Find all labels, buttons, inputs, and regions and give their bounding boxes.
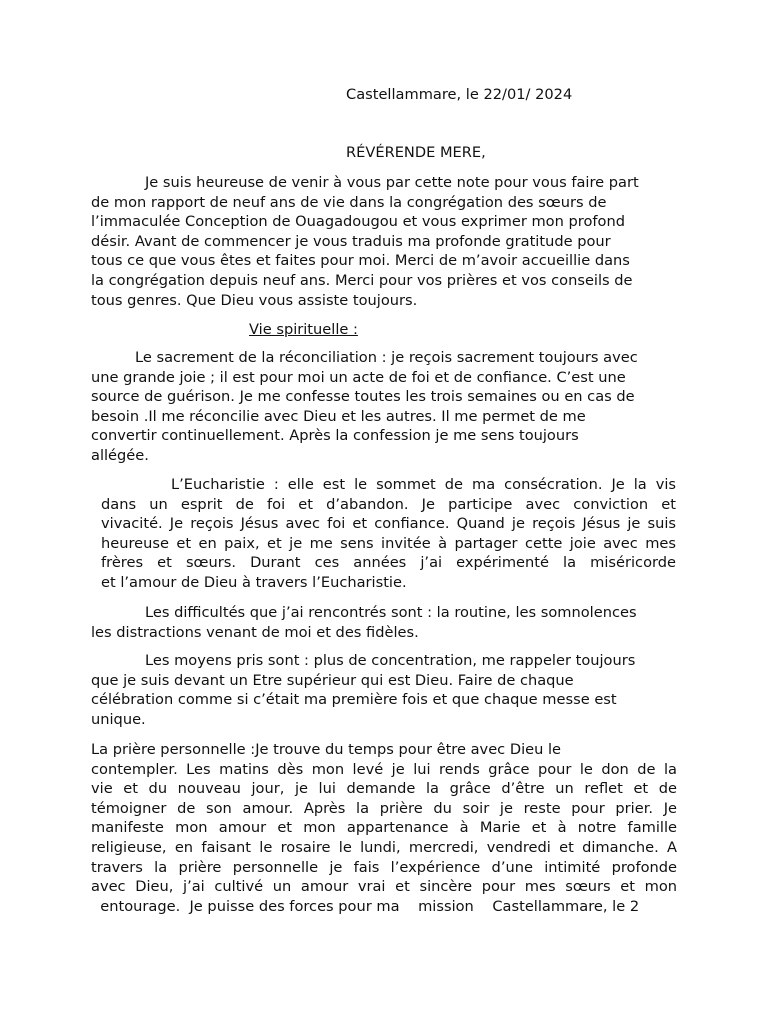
intro-line: l’immaculée Conception de Ouagadougou et vous exprimer mon profond: [91, 213, 625, 231]
priere-line: contempler. Les matins dès mon levé je lui rends grâce pour le don de la: [91, 760, 677, 778]
difficultes-line: les distractions venant de moi et des fidèles.: [91, 623, 419, 641]
difficultes-paragraph: [91, 603, 677, 642]
reconciliation-line: Le sacrement de la réconciliation : je reçois sacrement toujours avec: [135, 349, 638, 366]
eucharistie-line: et l’amour de Dieu à travers l’Eucharistie.: [101, 573, 407, 591]
moyens-line: que je suis devant un Etre supérieur qui est Dieu. Faire de chaque: [91, 671, 574, 689]
moyens-line: unique.: [91, 710, 146, 728]
intro-paragraph: [91, 173, 677, 310]
reconciliation-line: convertir continuellement. Après la confession je me sens toujours: [91, 427, 579, 445]
moyens-paragraph: [91, 651, 677, 729]
moyens-line: célébration comme si c’était ma première fois et que chaque messe est: [91, 691, 617, 709]
date-line: Castellammare, le 22/01/ 2024: [346, 86, 573, 103]
eucharistie-line: vivacité. Je reçois Jésus avec foi et confiance. Quand je reçois Jésus je suis: [101, 515, 676, 533]
intro-line: de mon rapport de neuf ans de vie dans la congrégation des sœurs de: [91, 193, 607, 211]
reconciliation-line: source de guérison. Je me confesse toutes les trois semaines ou en cas de: [91, 388, 635, 406]
eucharistie-line: L’Eucharistie : elle est le sommet de ma consécration. Je la vis: [171, 476, 676, 493]
reconciliation-line: besoin .Il me réconcilie avec Dieu et les autres. Il me permet de me: [91, 407, 586, 425]
difficultes-line: Les difficultés que j’ai rencontrés sont : la routine, les somnolences: [145, 604, 637, 621]
priere-line: avec Dieu, j’ai cultivé un amour vrai et sincère pour mes sœurs et mon: [91, 878, 677, 896]
reconciliation-line: allégée.: [91, 446, 149, 464]
moyens-line: Les moyens pris sont : plus de concentration, me rappeler toujours: [145, 652, 636, 669]
intro-line: la congrégation depuis neuf ans. Merci pour vos prières et vos conseils de: [91, 271, 633, 289]
priere-line: entourage. Je puisse des forces pour ma mission Castellammare, le 2: [91, 897, 640, 915]
priere-line: religieuse, en faisant le rosaire le lundi, mercredi, vendredi et dimanche. A: [91, 838, 677, 856]
priere-line: vie et du nouveau jour, je lui demande la grâce d’être un reflet et de: [91, 780, 677, 798]
priere-paragraph: [91, 740, 677, 916]
eucharistie-line: frères et sœurs. Durant ces années j’ai expérimenté la miséricorde: [101, 554, 676, 572]
intro-line: tous genres. Que Dieu vous assiste toujours.: [91, 291, 418, 309]
reconciliation-line: une grande joie ; il est pour moi un acte de foi et de confiance. C’est une: [91, 368, 626, 386]
priere-line: La prière personnelle :Je trouve du temps pour être avec Dieu le: [91, 741, 562, 758]
reconciliation-paragraph: [91, 348, 677, 466]
intro-line: désir. Avant de commencer je vous traduis ma profonde gratitude pour: [91, 232, 611, 250]
priere-line: manifeste mon amour et mon appartenance à Marie et à notre famille: [91, 819, 677, 837]
intro-line: tous ce que vous êtes et faites pour moi. Merci de m’avoir accueillie dans: [91, 252, 630, 270]
eucharistie-line: dans un esprit de foi et d’abandon. Je participe avec conviction et: [101, 495, 676, 513]
priere-line: témoigner de son amour. Après la prière du soir je reste pour prier. Je: [91, 799, 677, 817]
eucharistie-line: heureuse et en paix, et je me sens invitée à partager cette joie avec mes: [101, 534, 676, 552]
eucharistie-paragraph: [101, 475, 676, 593]
section-heading: Vie spirituelle :: [249, 321, 358, 338]
priere-line: travers la prière personnelle je fais l’expérience d’une intimité profonde: [91, 858, 677, 876]
salutation: RÉVÉRENDE MERE,: [346, 144, 486, 161]
intro-line: Je suis heureuse de venir à vous par cette note pour vous faire part: [145, 174, 639, 191]
